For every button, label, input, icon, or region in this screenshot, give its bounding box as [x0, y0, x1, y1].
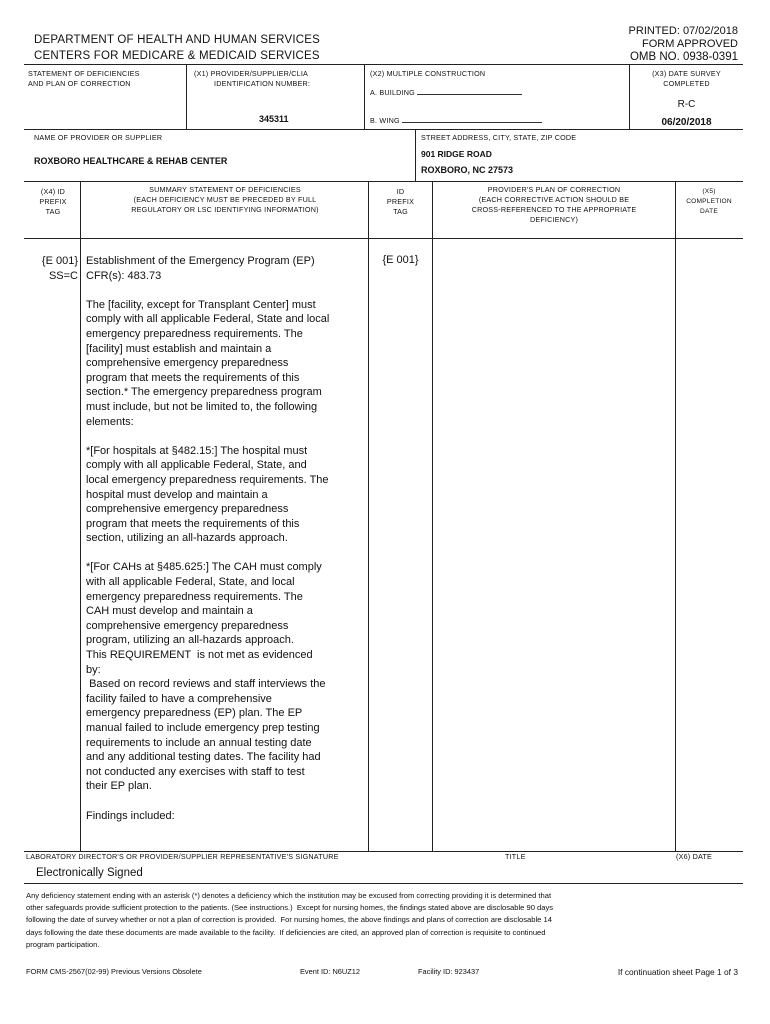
deficiency-text: Establishment of the Emergency Program (EP) CFR(s): 483.73 The [facility, except for Transplant Center] must comply with all applicable Federal, State and local emergency preparedness requirements. The [facility] must establish and maintain a comprehensive emergency preparedness program that meets the requirements of this section.* The emergency preparedness program must include, but not be limited to, the following elements: *[For hospitals at §482.15:] The hospital must comply with all applicable Federal, State, and local emergency preparedness requirements. The hospital must develop and maintain a comprehensive emergency preparedness program that meets the requirements of this section, utilizing an all-hazards approach. *[For CAHs at §485.625:] The CAH must comply with all applicable Federal, State, and local emergency preparedness requirements. The CAH must develop and maintain a comprehensive emergency preparedness program, utilizing an all-hazards approach. This REQUIREMENT is not met as evidenced by: Based on record reviews and staff interviews the facility failed to have a comprehensive emergency preparedness (EP) plan. The EP manual failed to include emergency prep testing requirements to include an annual testing date and any additional testing dates. The facility had not conducted any exercises with staff to test their EP plan. Findings included: — [86, 255, 330, 822]
x5-column-header — [676, 187, 742, 217]
id-header-line3: TAG — [393, 207, 408, 216]
omb-number: OMB NO. 0938-0391 — [629, 51, 738, 63]
event-id: Event ID: N6UZ12 — [300, 967, 360, 976]
building-label: A. BUILDING — [370, 88, 415, 97]
department-name: DEPARTMENT OF HEALTH AND HUMAN SERVICES — [34, 34, 320, 46]
plan-header-line1: PROVIDER'S PLAN OF CORRECTION — [487, 185, 621, 194]
city-state-zip: ROXBORO, NC 27573 — [421, 165, 514, 175]
x5-header-line2: COMPLETION — [686, 198, 732, 205]
address-label: STREET ADDRESS, CITY, STATE, ZIP CODE — [421, 133, 577, 142]
form-approved: FORM APPROVED — [642, 38, 738, 50]
signature-label: LABORATORY DIRECTOR'S OR PROVIDER/SUPPLIER REPRESENTATIVE'S SIGNATURE — [26, 852, 339, 861]
x4-header-line2: PREFIX — [39, 197, 67, 206]
summary-header-line3: REGULATORY OR LSC IDENTIFYING INFORMATION) — [131, 205, 319, 214]
disclaimer-text: Any deficiency statement ending with an asterisk (*) denotes a deficiency which the institution may be excused from correcting providing it is determined that other safeguards provide sufficient protection to the patients. (See instructions.) Except for nursing homes, the findings stated above are disclosable 90 days following the date of survey whether or not a plan of correction is provided. For nursing homes, the above findings and plans of correction are disclosable 14 days following the date these documents are made available to the facility. If deficiencies are cited, an approved plan of correction is requisite to continued program participation. — [26, 891, 554, 949]
x3-label — [634, 69, 739, 89]
wing-field — [370, 114, 542, 126]
x5-header-line3: DATE — [700, 208, 718, 215]
x4-header-line3: TAG — [45, 207, 61, 216]
plan-header-line3: CROSS-REFERENCED TO THE APPROPRIATE — [471, 205, 637, 214]
provider-name-label: NAME OF PROVIDER OR SUPPLIER — [34, 133, 163, 142]
summary-header-line1: SUMMARY STATEMENT OF DEFICIENCIES — [149, 185, 301, 194]
form-number: FORM CMS-2567(02-99) Previous Versions Obsolete — [26, 967, 202, 976]
summary-header-line2: (EACH DEFICIENCY MUST BE PRECEDED BY FULL — [133, 195, 317, 204]
page-indicator: If continuation sheet Page 1 of 3 — [617, 967, 738, 977]
id-header-line1: ID — [396, 187, 405, 196]
plan-prefix-tag: {E 001} — [382, 254, 419, 266]
x3-label-line2: COMPLETED — [663, 79, 710, 88]
provider-name: ROXBORO HEALTHCARE & REHAB CENTER — [34, 156, 228, 166]
id-header-line2: PREFIX — [386, 197, 415, 206]
summary-column-header — [82, 185, 368, 215]
printed-date: PRINTED: 07/02/2018 — [628, 25, 738, 37]
plan-header-line2: (EACH CORRECTIVE ACTION SHOULD BE — [478, 195, 630, 204]
facility-id: Facility ID: 923437 — [418, 967, 480, 976]
statement-label-line1: STATEMENT OF DEFICIENCIES — [28, 69, 140, 78]
rc-code: R-C — [677, 99, 696, 110]
street-address: 901 RIDGE ROAD — [421, 149, 492, 159]
id-column-header — [369, 187, 432, 217]
prefix-tag: {E 001} — [41, 255, 78, 267]
x1-label — [194, 69, 354, 89]
wing-blank — [402, 114, 542, 123]
date-label: (X6) DATE — [676, 852, 713, 861]
statement-label — [28, 69, 140, 89]
x1-label-line2: IDENTIFICATION NUMBER: — [214, 79, 311, 88]
x3-label-line1: (X3) DATE SURVEY — [652, 69, 721, 78]
form-header-right — [629, 25, 738, 64]
survey-date: 06/20/2018 — [661, 117, 712, 128]
wing-label: B. WING — [370, 116, 400, 125]
x4-column-header — [26, 187, 80, 217]
statement-label-line2: AND PLAN OF CORRECTION — [28, 79, 131, 88]
title-label: TITLE — [505, 852, 526, 861]
provider-id-number: 345311 — [259, 114, 289, 124]
x5-header-line1: (X5) — [702, 188, 716, 195]
building-field — [370, 86, 522, 98]
plan-column-header — [433, 185, 675, 225]
plan-header-line4: DEFICIENCY) — [529, 215, 579, 224]
x4-header-line1: (X4) ID — [40, 187, 66, 196]
building-blank — [417, 86, 522, 95]
x2-label: (X2) MULTIPLE CONSTRUCTION — [370, 69, 486, 78]
deficiency-tag-cell — [26, 254, 78, 283]
x1-label-line1: (X1) PROVIDER/SUPPLIER/CLIA — [194, 69, 309, 78]
agency-name: CENTERS FOR MEDICARE & MEDICAID SERVICES — [34, 50, 320, 62]
electronic-signature: Electronically Signed — [36, 867, 143, 879]
scope-severity: SS=C — [48, 269, 78, 282]
